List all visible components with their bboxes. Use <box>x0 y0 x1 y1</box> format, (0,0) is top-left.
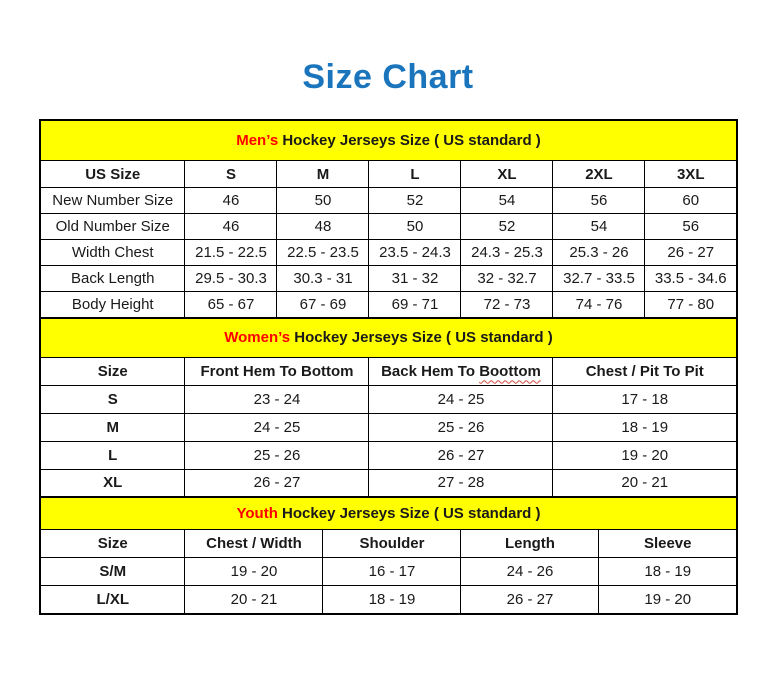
cell: 19 - 20 <box>185 558 323 586</box>
youth-band-row <box>40 497 737 530</box>
youth-size-table <box>39 496 738 615</box>
table-row <box>40 292 737 318</box>
mens-table-body <box>40 188 737 318</box>
table-row <box>40 240 737 266</box>
cell: 32 - 32.7 <box>461 266 553 292</box>
cell: 32.7 - 33.5 <box>553 266 645 292</box>
table-row <box>40 441 737 469</box>
youth-band-rest: Hockey Jerseys Size ( US standard ) <box>277 505 541 522</box>
row-label: L/XL <box>40 586 185 614</box>
table-row <box>40 266 737 292</box>
column-header: Chest / Width <box>185 530 323 558</box>
youth-section-band <box>40 497 737 530</box>
column-header: S <box>185 161 277 188</box>
row-label: Body Height <box>40 292 185 318</box>
cell: 74 - 76 <box>553 292 645 318</box>
cell: 23.5 - 24.3 <box>369 240 461 266</box>
column-header: 2XL <box>553 161 645 188</box>
cell: 25 - 26 <box>185 441 369 469</box>
column-header: 3XL <box>645 161 737 188</box>
row-label: S/M <box>40 558 185 586</box>
mens-band-highlight: Men’s <box>236 132 279 149</box>
column-header: Sleeve <box>599 530 737 558</box>
cell: 24 - 26 <box>461 558 599 586</box>
cell: 26 - 27 <box>185 469 369 497</box>
youth-table-body <box>40 558 737 614</box>
mens-section-band <box>40 120 737 161</box>
column-header-text: Back Hem To <box>381 362 480 380</box>
cell: 46 <box>185 214 277 240</box>
cell: 54 <box>553 214 645 240</box>
cell: 29.5 - 30.3 <box>185 266 277 292</box>
cell: 20 - 21 <box>185 586 323 614</box>
mens-column-header-row <box>40 161 737 188</box>
cell: 50 <box>277 188 369 214</box>
column-header: M <box>277 161 369 188</box>
cell: 18 - 19 <box>323 586 461 614</box>
cell: 65 - 67 <box>185 292 277 318</box>
page-title: Size Chart <box>302 58 474 96</box>
cell: 31 - 32 <box>369 266 461 292</box>
womens-size-table <box>39 317 738 499</box>
row-label: S <box>40 385 185 413</box>
row-label: XL <box>40 469 185 497</box>
womens-section-band <box>40 318 737 358</box>
cell: 27 - 28 <box>369 469 553 497</box>
column-header: Shoulder <box>323 530 461 558</box>
column-header: Size <box>40 357 185 385</box>
column-header: Size <box>40 530 185 558</box>
cell: 26 - 27 <box>645 240 737 266</box>
mens-band-row <box>40 120 737 161</box>
cell: 16 - 17 <box>323 558 461 586</box>
womens-band-highlight: Women’s <box>224 329 291 346</box>
row-label: Old Number Size <box>40 214 185 240</box>
mens-band-rest: Hockey Jerseys Size ( US standard ) <box>278 132 541 149</box>
cell: 17 - 18 <box>553 385 737 413</box>
womens-band-row <box>40 318 737 358</box>
cell: 19 - 20 <box>553 441 737 469</box>
cell: 60 <box>645 188 737 214</box>
cell: 30.3 - 31 <box>277 266 369 292</box>
cell: 77 - 80 <box>645 292 737 318</box>
cell: 20 - 21 <box>553 469 737 497</box>
cell: 24 - 25 <box>369 385 553 413</box>
youth-column-header-row <box>40 530 737 558</box>
column-header: L <box>369 161 461 188</box>
cell: 22.5 - 23.5 <box>277 240 369 266</box>
cell: 18 - 19 <box>599 558 737 586</box>
tables-container <box>39 119 738 615</box>
cell: 26 - 27 <box>369 441 553 469</box>
table-row <box>40 214 737 240</box>
column-header <box>369 357 553 385</box>
row-label: Width Chest <box>40 240 185 266</box>
womens-band-rest: Hockey Jerseys Size ( US standard ) <box>290 329 553 346</box>
cell: 18 - 19 <box>553 413 737 441</box>
column-header: US Size <box>40 161 185 188</box>
cell: 72 - 73 <box>461 292 553 318</box>
table-row <box>40 385 737 413</box>
cell: 33.5 - 34.6 <box>645 266 737 292</box>
womens-column-header-row <box>40 357 737 385</box>
mens-size-table <box>39 119 738 319</box>
cell: 69 - 71 <box>369 292 461 318</box>
cell: 50 <box>369 214 461 240</box>
table-row <box>40 586 737 614</box>
cell: 52 <box>461 214 553 240</box>
cell: 25 - 26 <box>369 413 553 441</box>
misspelled-word: Boottom <box>479 362 541 380</box>
table-row <box>40 413 737 441</box>
cell: 21.5 - 22.5 <box>185 240 277 266</box>
womens-table-body <box>40 385 737 497</box>
row-label: New Number Size <box>40 188 185 214</box>
table-row <box>40 469 737 497</box>
column-header: Length <box>461 530 599 558</box>
cell: 25.3 - 26 <box>553 240 645 266</box>
cell: 46 <box>185 188 277 214</box>
cell: 19 - 20 <box>599 586 737 614</box>
cell: 26 - 27 <box>461 586 599 614</box>
table-row <box>40 188 737 214</box>
column-header: Chest / Pit To Pit <box>553 357 737 385</box>
table-row <box>40 558 737 586</box>
youth-band-highlight: Youth <box>236 505 278 522</box>
cell: 54 <box>461 188 553 214</box>
cell: 24.3 - 25.3 <box>461 240 553 266</box>
row-label: L <box>40 441 185 469</box>
cell: 23 - 24 <box>185 385 369 413</box>
row-label: Back Length <box>40 266 185 292</box>
column-header: XL <box>461 161 553 188</box>
row-label: M <box>40 413 185 441</box>
cell: 67 - 69 <box>277 292 369 318</box>
cell: 24 - 25 <box>185 413 369 441</box>
column-header: Front Hem To Bottom <box>185 357 369 385</box>
cell: 56 <box>553 188 645 214</box>
cell: 48 <box>277 214 369 240</box>
cell: 56 <box>645 214 737 240</box>
cell: 52 <box>369 188 461 214</box>
